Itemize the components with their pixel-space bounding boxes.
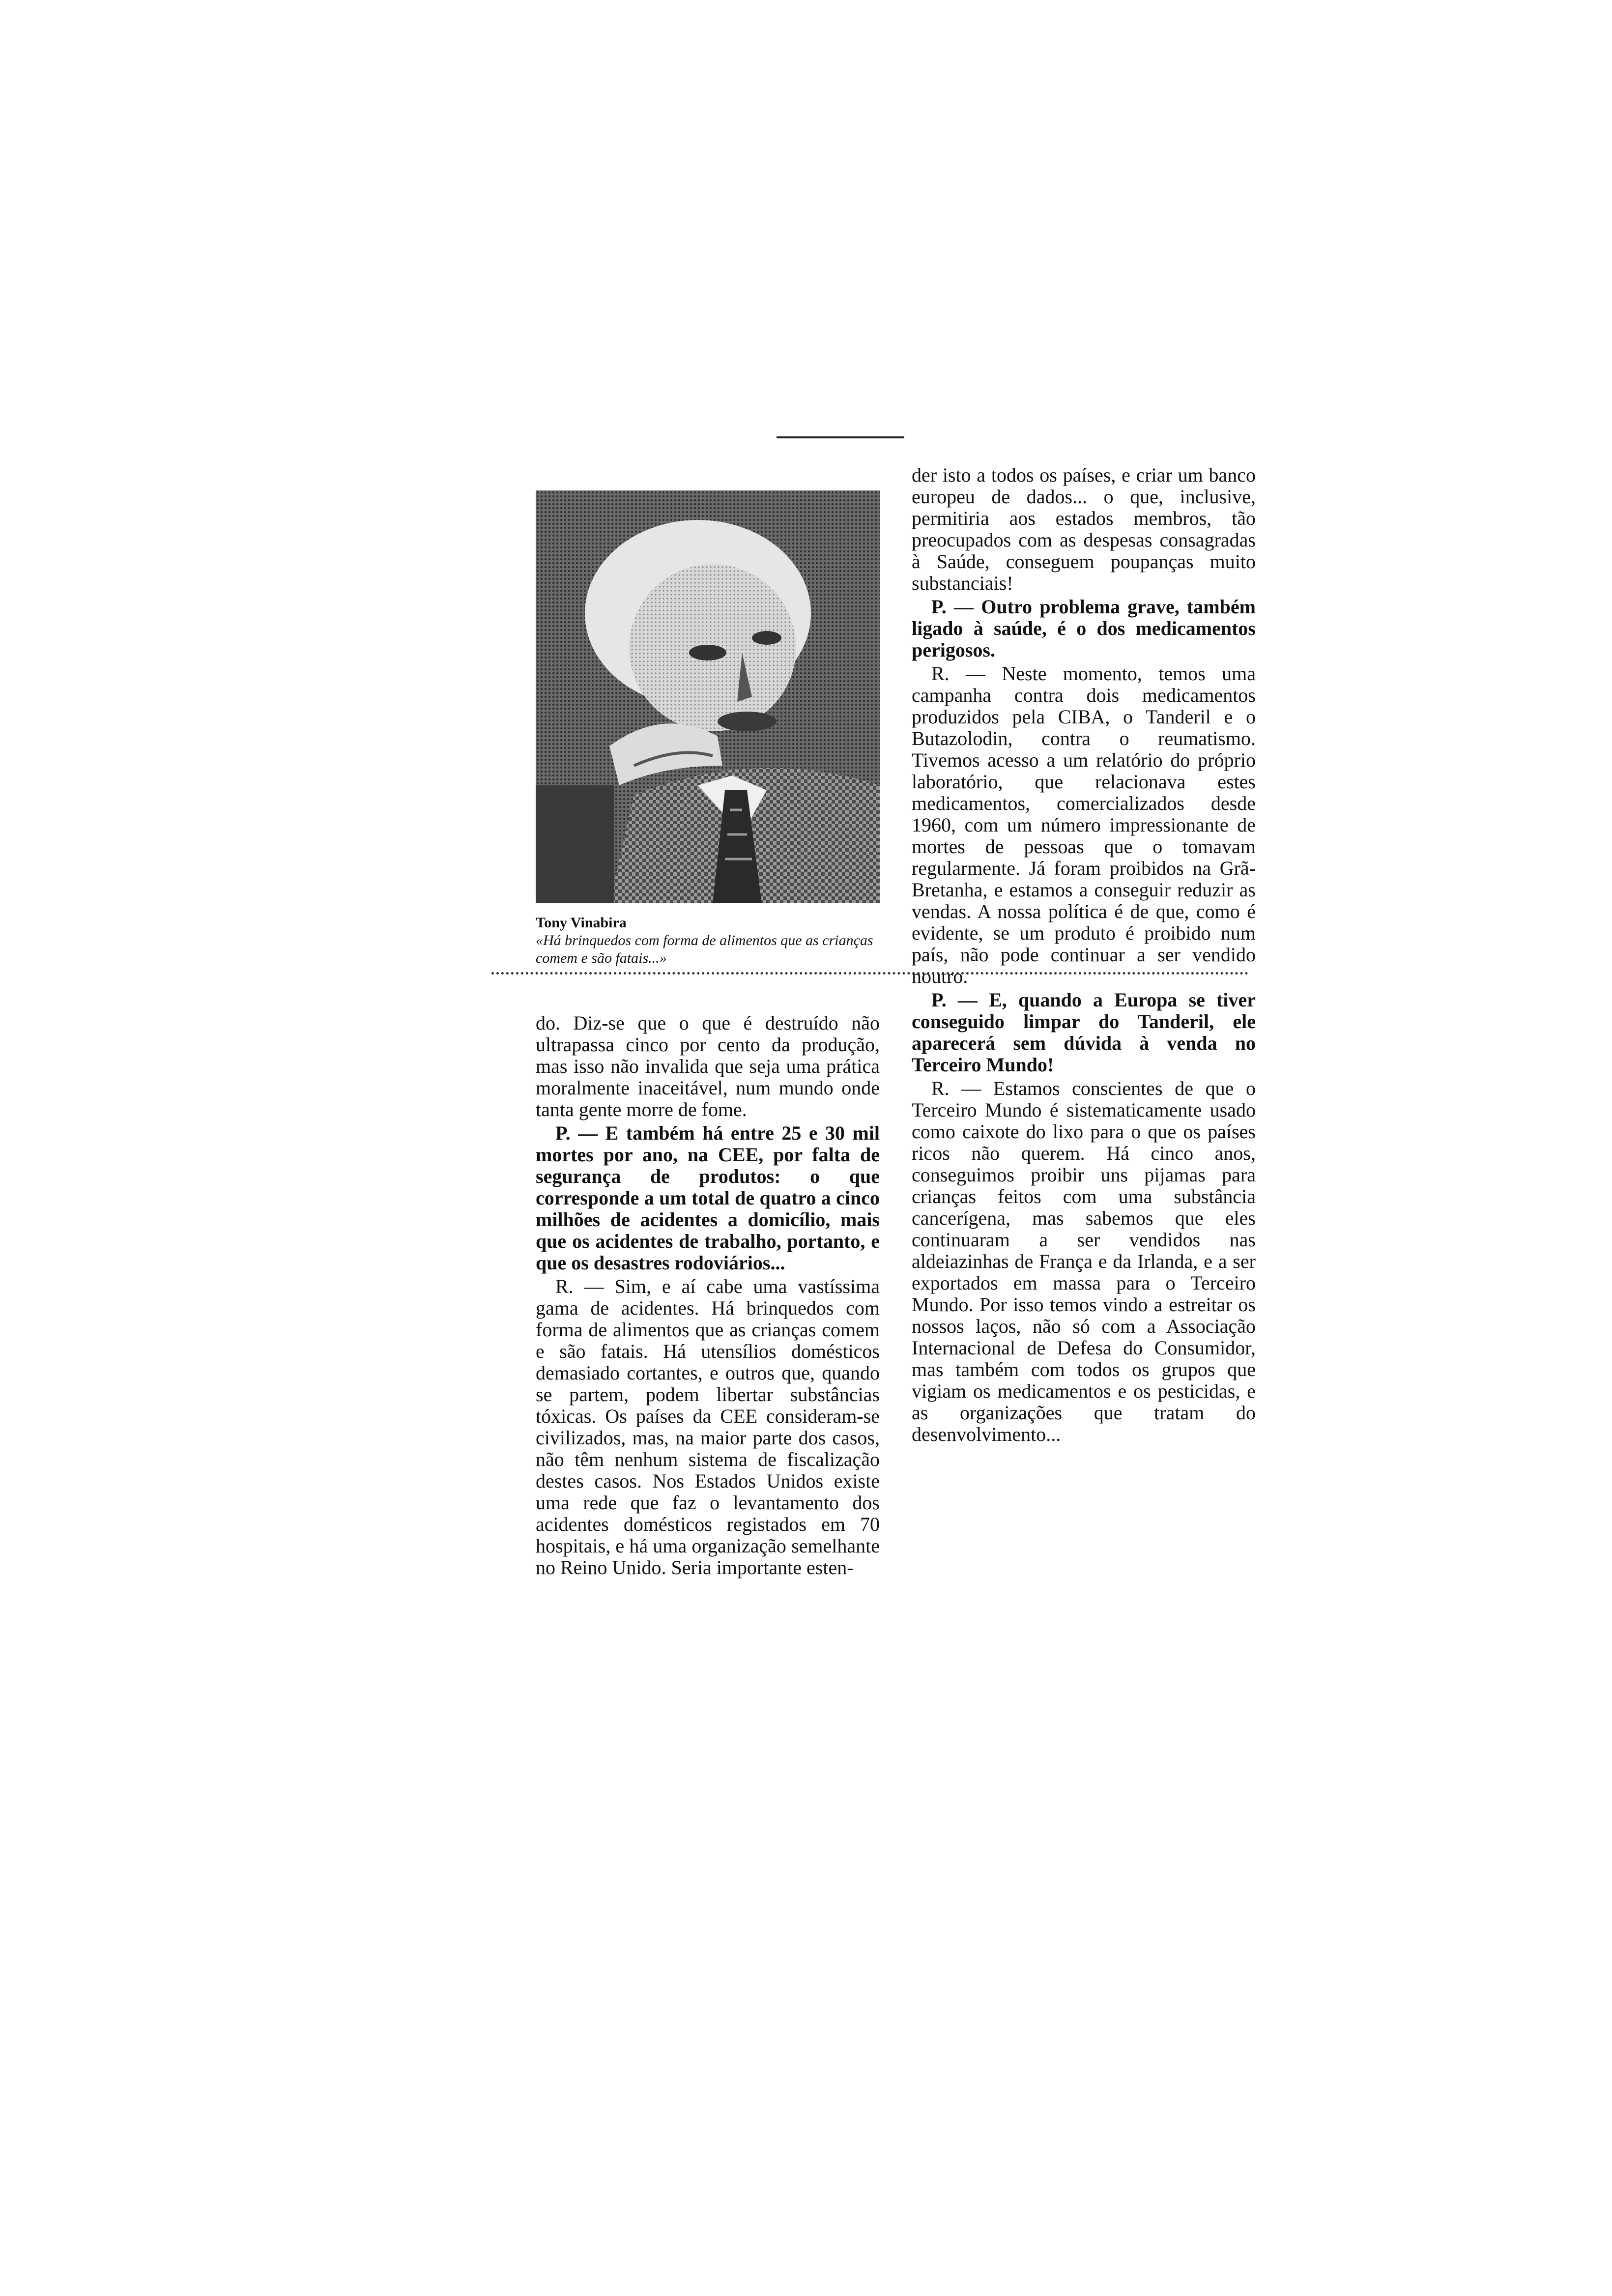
right-column xyxy=(912,464,1256,1447)
portrait-image xyxy=(536,490,880,903)
caption-text: «Há brinquedos com forma de alimentos que as crianças comem e são fatais...» xyxy=(536,932,873,966)
photo-credit: Tony Vinabira xyxy=(536,915,627,931)
answer-paragraph: R. — Sim, e aí cabe uma vastíssima gama de acidentes. Há brinquedos com forma de alimentos que as crianças comem e são fatais. Há utensílios domésticos demasiado cortantes, e outros que, quando se partem, podem libertar substâncias tóxicas. Os países da CEE consideram-se civilizados, mas, na maior parte dos casos, não têm nenhum sistema de fiscalização destes casos. Nos Estados Unidos existe uma rede que faz o levantamento dos acidentes domésticos registados em 70 hospitais, e há uma organização semelhante no Reino Unido. Seria importante esten- xyxy=(536,1275,880,1578)
portrait-photo xyxy=(536,490,880,903)
top-divider xyxy=(777,436,904,438)
answer-paragraph: R. — Estamos conscientes de que o Terceiro Mundo é sistematicamente usado como caixote do lixo para o que os países ricos não querem. Há cinco anos, conseguimos proibir uns pijamas para crianças feitos com uma substância cancerígena, mas sabemos que eles continuaram a ser vendidos nas aldeiazinhas de França e da Irlanda, e a ser exportados em massa para o Terceiro Mundo. Por isso temos vindo a estreitar os nossos laços, não só com a Associação Internacional de Defesa do Consumidor, mas também com todos os grupos que vigiam os medicamentos e os pesticidas, e as organizações que tratam do desenvolvimento... xyxy=(912,1077,1256,1445)
paragraph: do. Diz-se que o que é destruído não ultrapassa cinco por cento da produção, mas isso não invalida que seja uma prática moralmente inaceitável, num mundo onde tanta gente morre de fome. xyxy=(536,1012,880,1120)
bottom-divider xyxy=(491,972,1248,975)
question-paragraph: P. — Outro problema grave, também ligado à saúde, é o dos medicamentos perigosos. xyxy=(912,596,1256,661)
question-paragraph: P. — E, quando a Europa se tiver conseguido limpar do Tanderil, ele aparecerá sem dúvida à venda no Terceiro Mundo! xyxy=(912,989,1256,1076)
paragraph: der isto a todos os países, e criar um banco europeu de dados... o que, inclusive, permitiria aos estados membros, tão preocupados com as despesas consagradas à Saúde, conseguem poupanças muito substanciais! xyxy=(912,464,1256,594)
answer-paragraph: R. — Neste momento, temos uma campanha contra dois medicamentos produzidos pela CIBA, o Tanderil e o Butazolodin, contra o reumatismo. Tivemos acesso a um relatório do próprio laboratório, que relacionava estes medicamentos, comercializados desde 1960, com um número impressionante de mortes de pessoas que o tomavam regularmente. Já foram proibidos na Grã-Bretanha, e estamos a conseguir reduzir as vendas. A nossa política é de que, como é evidente, se um produto é proibido num país, não pode continuar a ser vendido noutro. xyxy=(912,662,1256,987)
photo-caption xyxy=(536,914,880,967)
question-paragraph: P. — E também há entre 25 e 30 mil mortes por ano, na CEE, por falta de segurança de produtos: o que corresponde a um total de quatro a cinco milhões de acidentes a domicílio, mais que os acidentes de trabalho, portanto, e que os desastres rodoviários... xyxy=(536,1122,880,1274)
left-column xyxy=(536,1012,880,1580)
